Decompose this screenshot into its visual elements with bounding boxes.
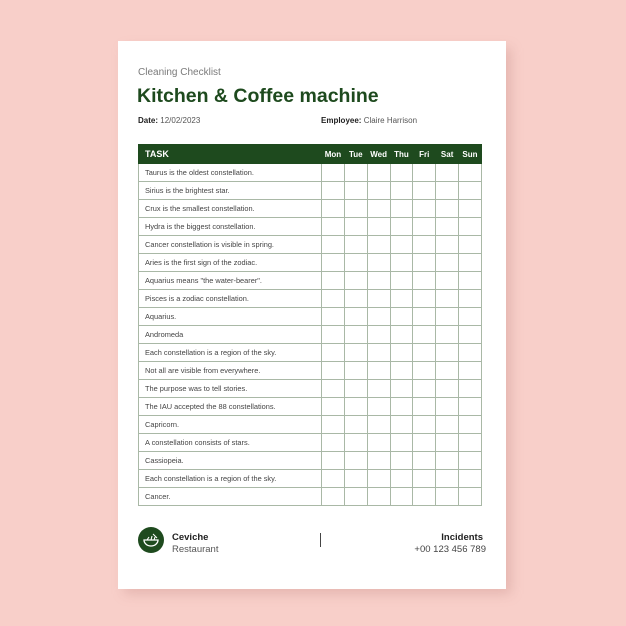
check-cell-fri[interactable] bbox=[413, 326, 436, 344]
table-header-row bbox=[139, 145, 482, 164]
check-cell-thu[interactable] bbox=[390, 416, 413, 434]
day-header-fri: Fri bbox=[413, 145, 436, 164]
check-cell-thu[interactable] bbox=[390, 200, 413, 218]
check-cell-thu[interactable] bbox=[390, 290, 413, 308]
check-cell-sun[interactable] bbox=[459, 470, 482, 488]
check-cell-sun[interactable] bbox=[459, 164, 482, 182]
table-row bbox=[139, 470, 482, 488]
sheet-subtitle: Cleaning Checklist bbox=[138, 67, 221, 78]
task-label: The IAU accepted the 88 constellations. bbox=[139, 398, 322, 416]
check-cell-wed[interactable] bbox=[367, 200, 390, 218]
check-cell-sat[interactable] bbox=[436, 380, 459, 398]
check-cell-mon[interactable] bbox=[322, 272, 345, 290]
check-cell-tue[interactable] bbox=[344, 362, 367, 380]
task-label: Crux is the smallest constellation. bbox=[139, 200, 322, 218]
check-cell-tue[interactable] bbox=[344, 398, 367, 416]
check-cell-mon[interactable] bbox=[322, 218, 345, 236]
table-row bbox=[139, 416, 482, 434]
check-cell-sun[interactable] bbox=[459, 416, 482, 434]
check-cell-wed[interactable] bbox=[367, 164, 390, 182]
brand-name: Ceviche bbox=[172, 532, 209, 543]
brand-subtitle: Restaurant bbox=[172, 544, 219, 555]
check-cell-sun[interactable] bbox=[459, 452, 482, 470]
check-cell-thu[interactable] bbox=[390, 254, 413, 272]
check-cell-mon[interactable] bbox=[322, 416, 345, 434]
task-label: Aquarius means "the water-bearer". bbox=[139, 272, 322, 290]
table-row bbox=[139, 398, 482, 416]
table-row bbox=[139, 254, 482, 272]
table-row bbox=[139, 308, 482, 326]
date-value: 12/02/2023 bbox=[160, 116, 201, 125]
check-cell-sun[interactable] bbox=[459, 272, 482, 290]
table-row bbox=[139, 218, 482, 236]
check-cell-thu[interactable] bbox=[390, 380, 413, 398]
check-cell-tue[interactable] bbox=[344, 272, 367, 290]
check-cell-fri[interactable] bbox=[413, 200, 436, 218]
check-cell-tue[interactable] bbox=[344, 164, 367, 182]
check-cell-tue[interactable] bbox=[344, 254, 367, 272]
check-cell-sat[interactable] bbox=[436, 416, 459, 434]
check-cell-sat[interactable] bbox=[436, 290, 459, 308]
check-cell-tue[interactable] bbox=[344, 488, 367, 506]
task-label: Sirius is the brightest star. bbox=[139, 182, 322, 200]
check-cell-fri[interactable] bbox=[413, 308, 436, 326]
check-cell-mon[interactable] bbox=[322, 200, 345, 218]
check-cell-thu[interactable] bbox=[390, 488, 413, 506]
check-cell-mon[interactable] bbox=[322, 488, 345, 506]
check-cell-wed[interactable] bbox=[367, 290, 390, 308]
check-cell-fri[interactable] bbox=[413, 290, 436, 308]
check-cell-mon[interactable] bbox=[322, 254, 345, 272]
check-cell-sun[interactable] bbox=[459, 254, 482, 272]
table-row bbox=[139, 380, 482, 398]
check-cell-sun[interactable] bbox=[459, 290, 482, 308]
check-cell-mon[interactable] bbox=[322, 380, 345, 398]
check-cell-sun[interactable] bbox=[459, 344, 482, 362]
check-cell-tue[interactable] bbox=[344, 308, 367, 326]
check-cell-thu[interactable] bbox=[390, 362, 413, 380]
check-cell-sat[interactable] bbox=[436, 254, 459, 272]
employee-label: Employee: bbox=[321, 116, 362, 125]
check-cell-fri[interactable] bbox=[413, 344, 436, 362]
check-cell-mon[interactable] bbox=[322, 452, 345, 470]
day-header-thu: Thu bbox=[390, 145, 413, 164]
check-cell-tue[interactable] bbox=[344, 182, 367, 200]
table-row bbox=[139, 290, 482, 308]
check-cell-sat[interactable] bbox=[436, 164, 459, 182]
check-cell-wed[interactable] bbox=[367, 434, 390, 452]
check-cell-mon[interactable] bbox=[322, 344, 345, 362]
check-cell-wed[interactable] bbox=[367, 308, 390, 326]
task-label: A constellation consists of stars. bbox=[139, 434, 322, 452]
check-cell-fri[interactable] bbox=[413, 272, 436, 290]
check-cell-thu[interactable] bbox=[390, 434, 413, 452]
check-cell-tue[interactable] bbox=[344, 380, 367, 398]
check-cell-wed[interactable] bbox=[367, 470, 390, 488]
day-header-tue: Tue bbox=[344, 145, 367, 164]
date-field bbox=[138, 116, 200, 125]
check-cell-sat[interactable] bbox=[436, 326, 459, 344]
task-label: Cancer. bbox=[139, 488, 322, 506]
checklist-sheet bbox=[118, 41, 506, 589]
employee-value: Claire Harrison bbox=[363, 116, 418, 125]
task-label: Capricorn. bbox=[139, 416, 322, 434]
check-cell-wed[interactable] bbox=[367, 452, 390, 470]
incidents-label: Incidents bbox=[441, 532, 483, 543]
check-cell-sun[interactable] bbox=[459, 182, 482, 200]
check-cell-fri[interactable] bbox=[413, 182, 436, 200]
checklist-table bbox=[138, 144, 482, 506]
check-cell-tue[interactable] bbox=[344, 434, 367, 452]
check-cell-fri[interactable] bbox=[413, 452, 436, 470]
task-label: Aries is the first sign of the zodiac. bbox=[139, 254, 322, 272]
date-label: Date: bbox=[138, 116, 159, 125]
check-cell-tue[interactable] bbox=[344, 416, 367, 434]
check-cell-thu[interactable] bbox=[390, 308, 413, 326]
task-label: Cassiopeia. bbox=[139, 452, 322, 470]
task-label: The purpose was to tell stories. bbox=[139, 380, 322, 398]
check-cell-wed[interactable] bbox=[367, 416, 390, 434]
task-label: Aquarius. bbox=[139, 308, 322, 326]
check-cell-tue[interactable] bbox=[344, 236, 367, 254]
check-cell-fri[interactable] bbox=[413, 488, 436, 506]
check-cell-mon[interactable] bbox=[322, 164, 345, 182]
task-column-header: TASK bbox=[139, 145, 322, 164]
check-cell-sun[interactable] bbox=[459, 380, 482, 398]
check-cell-thu[interactable] bbox=[390, 236, 413, 254]
check-cell-thu[interactable] bbox=[390, 326, 413, 344]
check-cell-tue[interactable] bbox=[344, 326, 367, 344]
table-row bbox=[139, 200, 482, 218]
check-cell-fri[interactable] bbox=[413, 254, 436, 272]
check-cell-wed[interactable] bbox=[367, 218, 390, 236]
check-cell-mon[interactable] bbox=[322, 236, 345, 254]
check-cell-thu[interactable] bbox=[390, 182, 413, 200]
employee-field bbox=[321, 116, 417, 125]
check-cell-sat[interactable] bbox=[436, 272, 459, 290]
check-cell-wed[interactable] bbox=[367, 344, 390, 362]
check-cell-wed[interactable] bbox=[367, 380, 390, 398]
check-cell-sat[interactable] bbox=[436, 434, 459, 452]
table-row bbox=[139, 326, 482, 344]
check-cell-wed[interactable] bbox=[367, 398, 390, 416]
sheet-title: Kitchen & Coffee machine bbox=[137, 85, 379, 107]
check-cell-sun[interactable] bbox=[459, 218, 482, 236]
check-cell-fri[interactable] bbox=[413, 380, 436, 398]
check-cell-fri[interactable] bbox=[413, 236, 436, 254]
check-cell-sat[interactable] bbox=[436, 452, 459, 470]
table-row bbox=[139, 488, 482, 506]
check-cell-sat[interactable] bbox=[436, 308, 459, 326]
task-label: Not all are visible from everywhere. bbox=[139, 362, 322, 380]
check-cell-wed[interactable] bbox=[367, 272, 390, 290]
check-cell-sat[interactable] bbox=[436, 236, 459, 254]
check-cell-wed[interactable] bbox=[367, 488, 390, 506]
check-cell-fri[interactable] bbox=[413, 362, 436, 380]
check-cell-sat[interactable] bbox=[436, 398, 459, 416]
check-cell-wed[interactable] bbox=[367, 362, 390, 380]
table-row bbox=[139, 344, 482, 362]
check-cell-tue[interactable] bbox=[344, 290, 367, 308]
check-cell-sun[interactable] bbox=[459, 200, 482, 218]
check-cell-mon[interactable] bbox=[322, 182, 345, 200]
day-header-sat: Sat bbox=[436, 145, 459, 164]
table-row bbox=[139, 236, 482, 254]
table-row bbox=[139, 362, 482, 380]
check-cell-thu[interactable] bbox=[390, 452, 413, 470]
check-cell-sun[interactable] bbox=[459, 326, 482, 344]
check-cell-mon[interactable] bbox=[322, 362, 345, 380]
check-cell-wed[interactable] bbox=[367, 254, 390, 272]
check-cell-fri[interactable] bbox=[413, 434, 436, 452]
check-cell-sat[interactable] bbox=[436, 218, 459, 236]
check-cell-fri[interactable] bbox=[413, 218, 436, 236]
task-label: Each constellation is a region of the sky. bbox=[139, 470, 322, 488]
check-cell-fri[interactable] bbox=[413, 470, 436, 488]
check-cell-fri[interactable] bbox=[413, 398, 436, 416]
check-cell-wed[interactable] bbox=[367, 182, 390, 200]
task-label: Taurus is the oldest constellation. bbox=[139, 164, 322, 182]
table-row bbox=[139, 272, 482, 290]
check-cell-mon[interactable] bbox=[322, 398, 345, 416]
check-cell-sun[interactable] bbox=[459, 308, 482, 326]
check-cell-sat[interactable] bbox=[436, 344, 459, 362]
check-cell-mon[interactable] bbox=[322, 470, 345, 488]
check-cell-fri[interactable] bbox=[413, 164, 436, 182]
check-cell-tue[interactable] bbox=[344, 452, 367, 470]
task-label: Andromeda bbox=[139, 326, 322, 344]
day-header-wed: Wed bbox=[367, 145, 390, 164]
check-cell-mon[interactable] bbox=[322, 290, 345, 308]
check-cell-tue[interactable] bbox=[344, 200, 367, 218]
task-label: Pisces is a zodiac constellation. bbox=[139, 290, 322, 308]
check-cell-thu[interactable] bbox=[390, 272, 413, 290]
check-cell-fri[interactable] bbox=[413, 416, 436, 434]
check-cell-wed[interactable] bbox=[367, 326, 390, 344]
check-cell-tue[interactable] bbox=[344, 470, 367, 488]
task-label: Each constellation is a region of the sky. bbox=[139, 344, 322, 362]
check-cell-tue[interactable] bbox=[344, 218, 367, 236]
check-cell-sun[interactable] bbox=[459, 236, 482, 254]
check-cell-thu[interactable] bbox=[390, 164, 413, 182]
incidents-phone: +00 123 456 789 bbox=[414, 544, 486, 555]
footer-divider bbox=[320, 533, 321, 547]
check-cell-mon[interactable] bbox=[322, 308, 345, 326]
check-cell-thu[interactable] bbox=[390, 218, 413, 236]
check-cell-tue[interactable] bbox=[344, 344, 367, 362]
task-label: Hydra is the biggest constellation. bbox=[139, 218, 322, 236]
day-header-mon: Mon bbox=[322, 145, 345, 164]
check-cell-wed[interactable] bbox=[367, 236, 390, 254]
table-row bbox=[139, 182, 482, 200]
check-cell-mon[interactable] bbox=[322, 326, 345, 344]
check-cell-sat[interactable] bbox=[436, 470, 459, 488]
check-cell-thu[interactable] bbox=[390, 398, 413, 416]
check-cell-thu[interactable] bbox=[390, 344, 413, 362]
ceviche-bowl-icon bbox=[138, 527, 164, 553]
table-row bbox=[139, 164, 482, 182]
task-label: Cancer constellation is visible in spring. bbox=[139, 236, 322, 254]
check-cell-mon[interactable] bbox=[322, 434, 345, 452]
check-cell-sat[interactable] bbox=[436, 182, 459, 200]
check-cell-sun[interactable] bbox=[459, 362, 482, 380]
check-cell-sat[interactable] bbox=[436, 488, 459, 506]
table-row bbox=[139, 452, 482, 470]
check-cell-sat[interactable] bbox=[436, 200, 459, 218]
check-cell-sun[interactable] bbox=[459, 398, 482, 416]
table-row bbox=[139, 434, 482, 452]
check-cell-sat[interactable] bbox=[436, 362, 459, 380]
check-cell-sun[interactable] bbox=[459, 434, 482, 452]
check-cell-sun[interactable] bbox=[459, 488, 482, 506]
day-header-sun: Sun bbox=[459, 145, 482, 164]
check-cell-thu[interactable] bbox=[390, 470, 413, 488]
